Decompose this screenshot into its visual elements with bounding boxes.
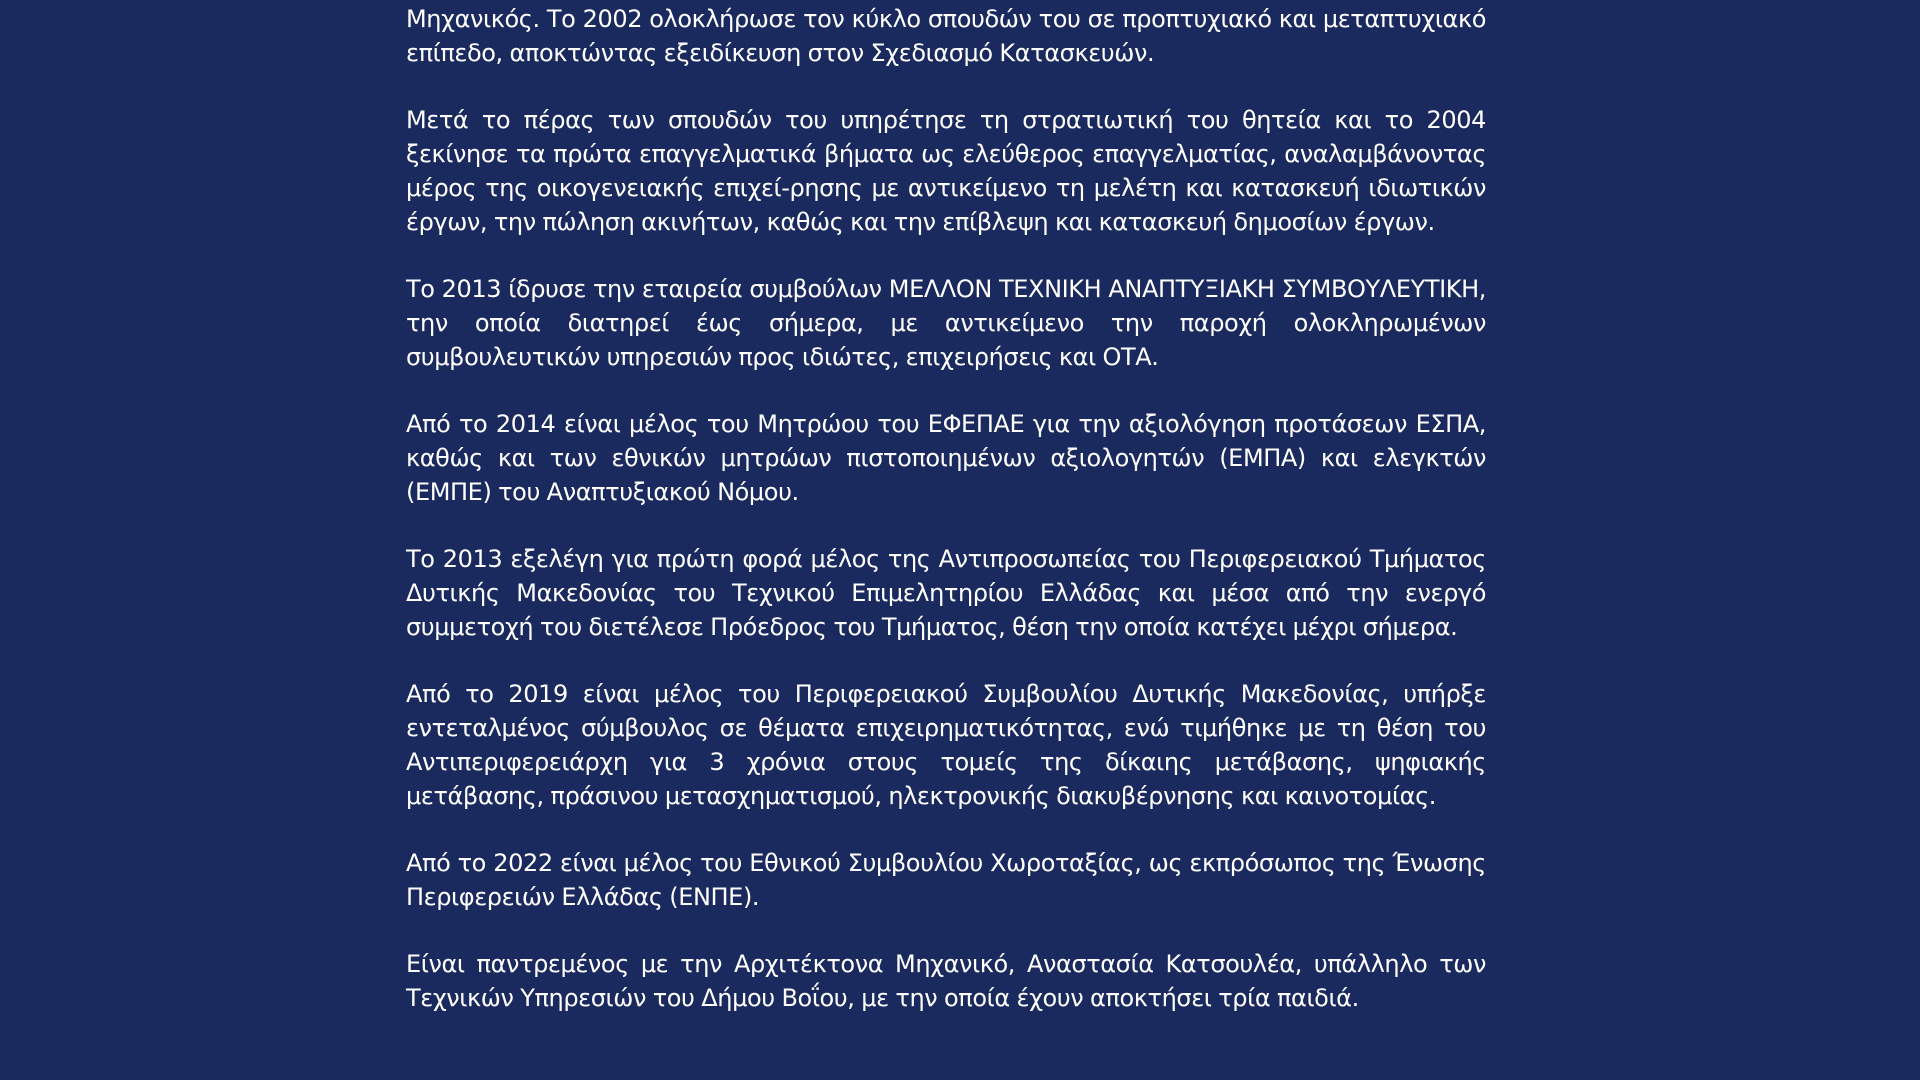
bio-paragraph-education: Μηχανικός. Το 2002 ολοκλήρωσε τον κύκλο σπουδών του σε προπτυχιακό και μεταπτυχιακό επίπεδο, αποκτώντας εξειδίκευση στον Σχεδιασμό Κατασκευών. bbox=[406, 5, 1486, 67]
bio-paragraph-company: Το 2013 ίδρυσε την εταιρεία συμβούλων ΜΕΛΛΟΝ ΤΕΧΝΙΚΗ ΑΝΑΠΤΥΞΙΑΚΗ ΣΥΜΒΟΥΛΕΥΤΙΚΗ, την οποία διατηρεί έως σήμερα, με αντικείμενο την παροχή ολοκληρωμένων συμβουλευτικών υπηρεσιών προς ιδιώτες, επιχειρήσεις και ΟΤΑ. bbox=[406, 275, 1486, 371]
bio-paragraph-early-career: Μετά το πέρας των σπουδών του υπηρέτησε τη στρατιωτική του θητεία και το 2004 ξεκίνησε τα πρώτα επαγγελματικά βήματα ως ελεύθερος επαγγελματίας, αναλαμβάνοντας μέρος της οικογενειακής επιχεί-ρησης με αντικείμενο τη μελέτη και κατασκευή ιδιωτικών έργων, την πώληση ακινήτων, καθώς και την επίβλεψη και κατασκευή δημοσίων έργων. bbox=[406, 106, 1486, 236]
bio-paragraph-tee: Το 2013 εξελέγη για πρώτη φορά μέλος της Αντιπροσωπείας του Περιφερειακού Τμήματος Δυτικής Μακεδονίας του Τεχνικού Επιμελητηρίου Ελλάδας και μέσα από την ενεργό συμμετοχή του διετέλεσε Πρόεδρος του Τμήματος, θέση την οποία κατέχει μέχρι σήμερα. bbox=[406, 545, 1486, 641]
bio-paragraph-registries: Από το 2014 είναι μέλος του Μητρώου του ΕΦΕΠΑΕ για την αξιολόγηση προτάσεων ΕΣΠΑ, καθώς και των εθνικών μητρώων πιστοποιημένων αξιολογητών (ΕΜΠΑ) και ελεγκτών (ΕΜΠΕ) του Αναπτυξιακού Νόμου. bbox=[406, 410, 1486, 506]
bio-paragraph-spatial-planning: Από το 2022 είναι μέλος του Εθνικού Συμβουλίου Χωροταξίας, ως εκπρόσωπος της Ένωσης Περιφερειών Ελλάδας (ΕΝΠΕ). bbox=[406, 849, 1486, 911]
biography-section bbox=[406, 0, 1486, 1048]
bio-paragraph-regional-council: Από το 2019 είναι μέλος του Περιφερειακού Συμβουλίου Δυτικής Μακεδονίας, υπήρξε εντεταλμένος σύμβουλος σε θέματα επιχειρηματικότητας, ενώ τιμήθηκε με τη θέση του Αντιπεριφερειάρχη για 3 χρόνια στους τομείς της δίκαιης μετάβασης, ψηφιακής μετάβασης, πράσινου μετασχηματισμού, ηλεκτρονικής διακυβέρνησης και καινοτομίας. bbox=[406, 680, 1486, 810]
bio-paragraph-family: Είναι παντρεμένος με την Αρχιτέκτονα Μηχανικό, Αναστασία Κατσουλέα, υπάλληλο των Τεχνικών Υπηρεσιών του Δήμου Βοΐου, με την οποία έχουν αποκτήσει τρία παιδιά. bbox=[406, 950, 1486, 1012]
